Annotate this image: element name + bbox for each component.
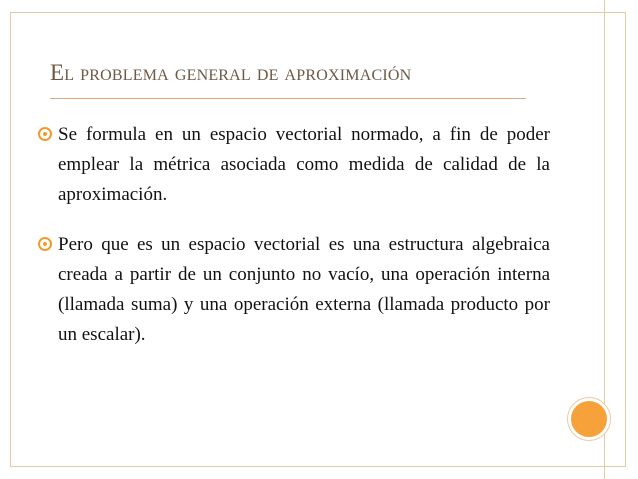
bullet-item-2 [38, 230, 550, 350]
title-underline [50, 98, 526, 99]
circle-bullet-icon [38, 127, 52, 141]
bullet-text: Se formula en un espacio vectorial normado, a fin de poder emplear la métrica asociada como medida de calidad de la aproximación. [58, 124, 550, 205]
bullet-list [38, 120, 550, 350]
circle-bullet-icon [38, 237, 52, 251]
bullet-text: Pero que es un espacio vectorial es una estructura algebraica creada a partir de un conjunto no vacío, una operación interna (llamada suma) y una operación externa (llamada producto por un escalar). [58, 234, 550, 345]
bullet-item-1 [38, 120, 550, 210]
slide-title [50, 60, 570, 86]
decorative-orange-circle [568, 398, 610, 440]
slide-title-text: El problema general de aproximación [50, 60, 412, 85]
